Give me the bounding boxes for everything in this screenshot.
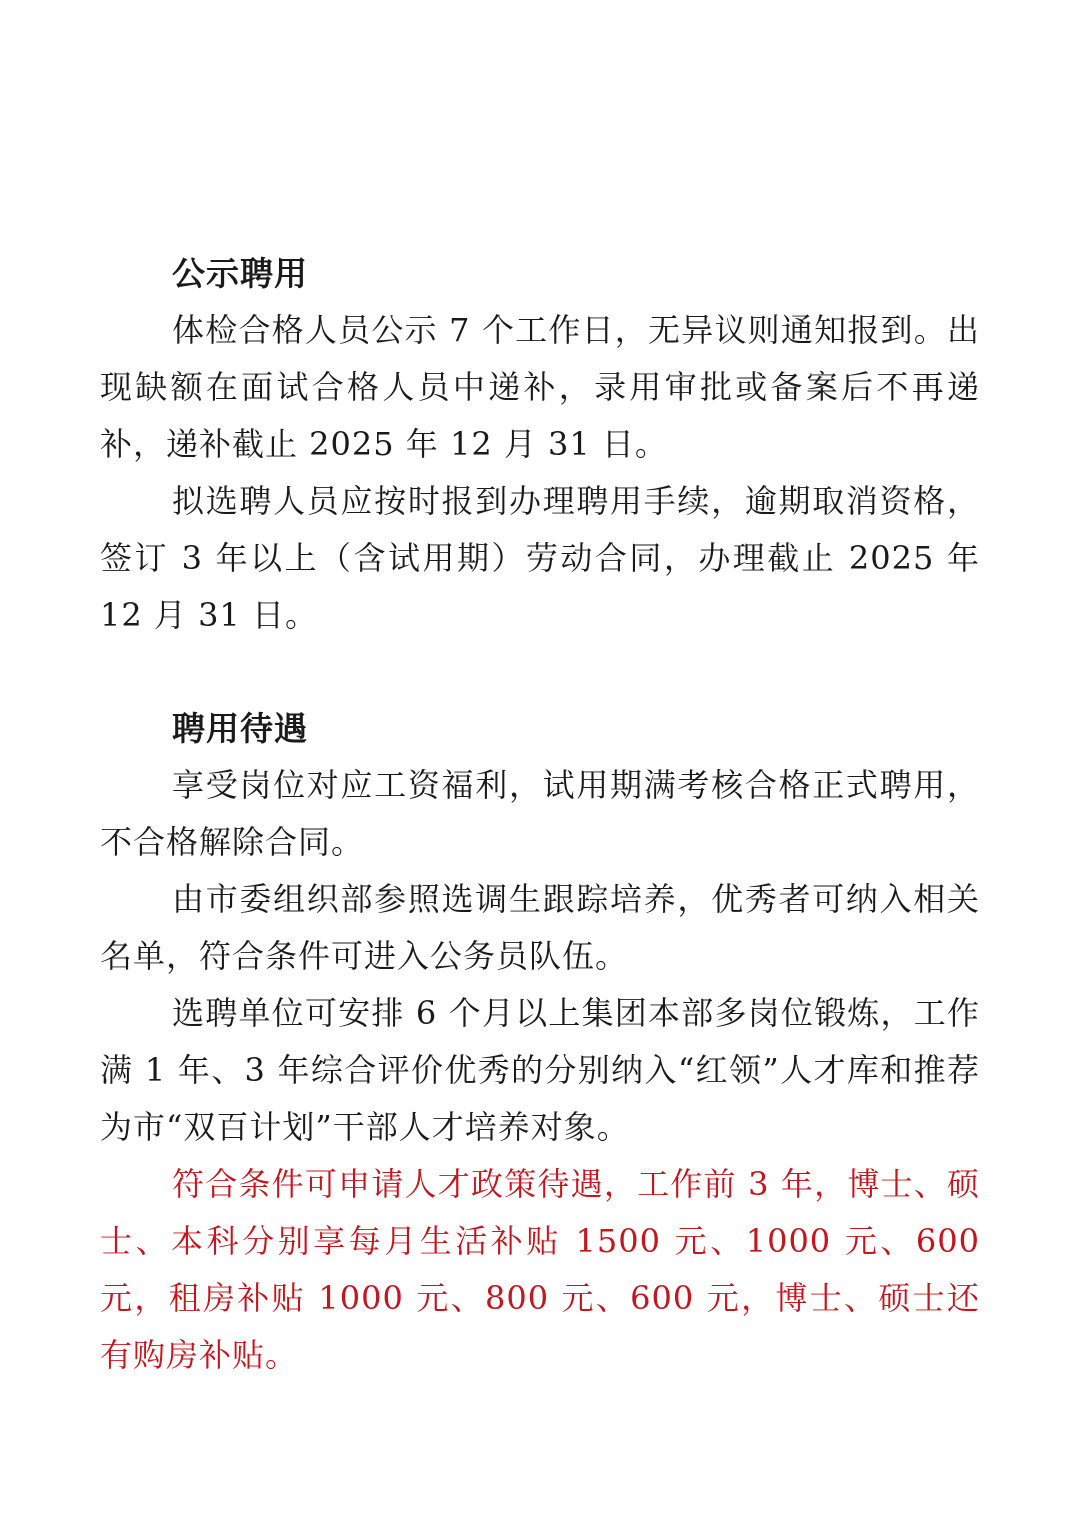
highlighted-paragraph: 符合条件可申请人才政策待遇，工作前 3 年，博士、硕士、本科分别享每月生活补贴 1500 元、1000 元、600 元，租房补贴 1000 元、800 元、600 元，博士、硕士还有购房补贴。 bbox=[100, 1165, 980, 1374]
section-benefits bbox=[100, 700, 980, 1384]
paragraph: 由市委组织部参照选调生跟踪培养，优秀者可纳入相关名单，符合条件可进入公务员队伍。 bbox=[100, 880, 980, 975]
section-heading: 公示聘用 bbox=[172, 254, 308, 293]
paragraph: 享受岗位对应工资福利，试用期满考核合格正式聘用，不合格解除合同。 bbox=[100, 766, 980, 861]
section-heading: 聘用待遇 bbox=[172, 709, 308, 748]
paragraph: 体检合格人员公示 7 个工作日，无异议则通知报到。出现缺额在面试合格人员中递补，录用审批或备案后不再递补，递补截止 2025 年 12 月 31 日。 bbox=[100, 311, 980, 463]
paragraph: 拟选聘人员应按时报到办理聘用手续，逾期取消资格，签订 3 年以上（含试用期）劳动合同，办理截止 2025 年 12 月 31 日。 bbox=[100, 482, 980, 634]
paragraph: 选聘单位可安排 6 个月以上集团本部多岗位锻炼，工作满 1 年、3 年综合评价优秀的分别纳入“红领”人才库和推荐为市“双百计划”干部人才培养对象。 bbox=[100, 994, 980, 1146]
document-page bbox=[100, 245, 980, 1384]
section-public-notice bbox=[100, 245, 980, 644]
